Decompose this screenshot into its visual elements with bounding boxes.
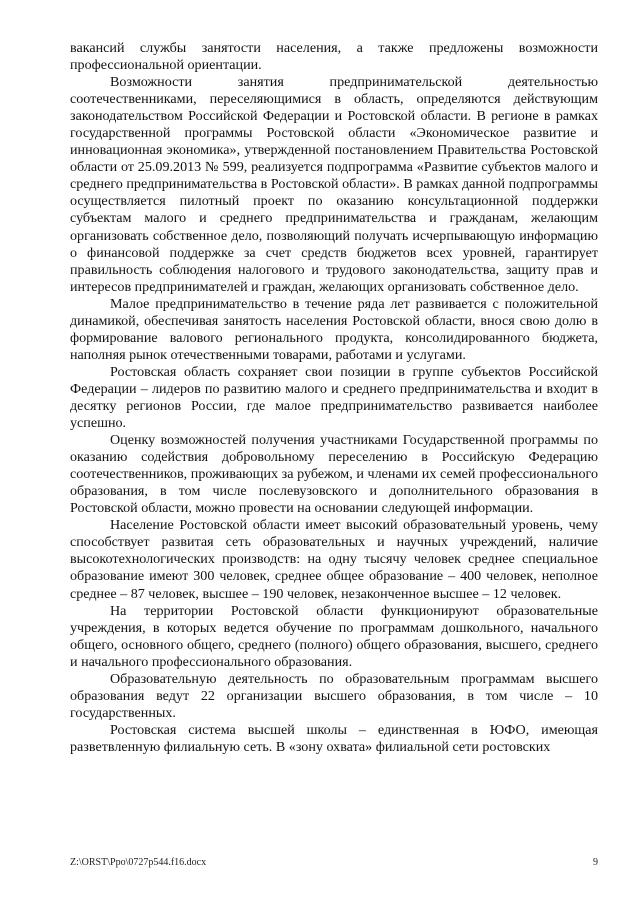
paragraph-educational-institutions: На территории Ростовской области функционируют образовательные учреждения, в которых ведется обучение по программам дошкольного, начального общего, основного общего, среднего (полного) общего образования, высшего, среднего и начального профессионального образования. <box>70 602 598 670</box>
paragraph-entrepreneurship-opportunities: Возможности занятия предпринимательской деятельностью соотечественниками, переселяющимися в область, определяются действующим законодательством Российской Федерации и Ростовской области. В регионе в рамках государственной программы Ростовской области «Экономическое развитие и инновационная экономика», утвержденной постановлением Правительства Ростовской области от 25.09.2013 № 599, реализуется подпрограмма «Развитие субъектов малого и среднего предпринимательства в Ростовской области». В рамках данной подпрограммы осуществляется пилотный проект по оказанию консультационной поддержки субъектам малого и среднего предпринимательства и гражданам, желающим организовать собственное дело, позволяющий получать исчерпывающую информацию о финансовой поддержке за счет средств бюджетов всех уровней, гарантирует правильность соблюдения налогового и трудового законодательства, защиту прав и интересов предпринимателей и граждан, желающих организовать собственное дело. <box>70 74 598 295</box>
paragraph-education-assessment: Оценку возможностей получения участниками Государственной программы по оказанию содействия добровольному переселению в Российскую Федерацию соотечественников, проживающих за рубежом, и членами их семей профессионального образования, в том числе послевузовского и дополнительного образования в Ростовской области, можно провести на основании следующей информации. <box>70 432 598 517</box>
paragraph-higher-education-orgs: Образовательную деятельность по образовательным программам высшего образования ведут 22 организации высшего образования, в том числе – 10 государственных. <box>70 670 598 721</box>
paragraph-higher-school-system: Ростовская система высшей школы – единственная в ЮФО, имеющая разветвленную филиальную сеть. В «зону охвата» филиальной сети ростовских <box>70 721 598 755</box>
paragraph-small-business: Малое предпринимательство в течение ряда лет развивается с положительной динамикой, обеспечивая занятость населения Ростовской области, внося свою долю в формирование валового регионального продукта, консолидированного бюджета, наполняя рынок отечественными товарами, работами и услугами. <box>70 295 598 363</box>
page-number: 9 <box>593 857 598 868</box>
paragraph-continuation: вакансий службы занятости населения, а также предложены возможности профессиональной ориентации. <box>70 40 598 74</box>
paragraph-education-level: Население Ростовской области имеет высокий образовательный уровень, чему способствует развитая сеть образовательных и научных учреждений, наличие высокотехнологических производств: на одну тысячу человек среднее специальное образование имеют 300 человек, среднее общее образование – 400 человек, неполное среднее – 87 человек, высшее – 190 человек, незаконченное высшее – 12 человек. <box>70 517 598 602</box>
document-body <box>70 40 598 756</box>
paragraph-region-position: Ростовская область сохраняет свои позиции в группе субъектов Российской Федерации – лидеров по развитию малого и среднего предпринимательства и входит в десятку регионов России, где малое предпринимательство развивается наиболее успешно. <box>70 363 598 432</box>
footer-file-path: Z:\ORST\Ppo\0727p544.f16.docx <box>70 857 207 868</box>
